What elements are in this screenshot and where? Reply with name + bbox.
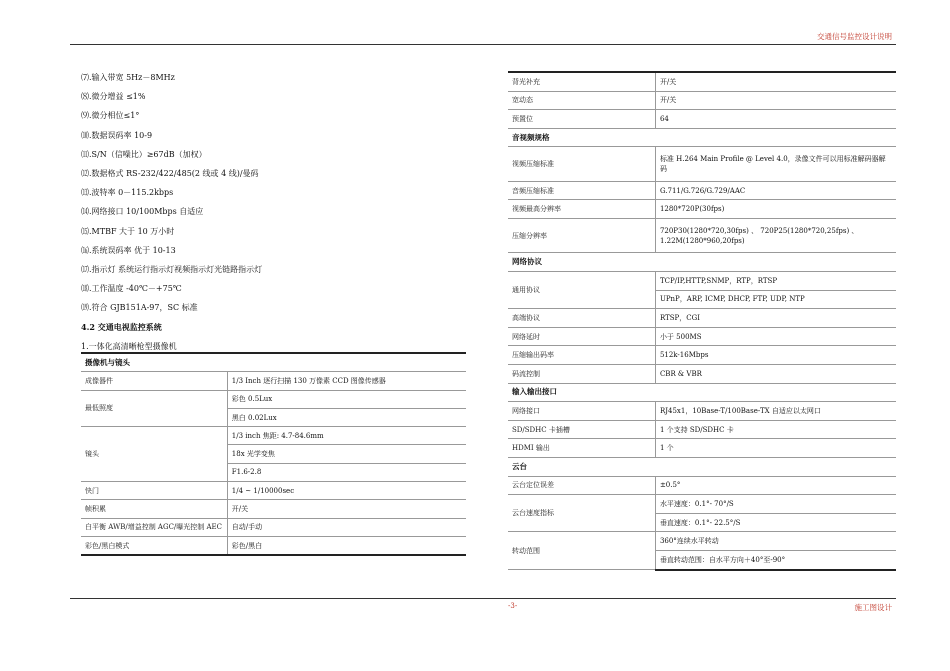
row-value: 1 个 bbox=[655, 439, 896, 458]
row-value: 开/关 bbox=[655, 91, 896, 110]
table-row bbox=[508, 309, 896, 328]
table-row bbox=[508, 420, 896, 439]
table-row bbox=[508, 219, 896, 253]
row-value: 水平速度：0.1°- 70°/S bbox=[655, 495, 896, 514]
row-label: 压缩输出码率 bbox=[508, 346, 655, 365]
row-label: 最低照度 bbox=[81, 390, 227, 427]
row-value: 彩色 0.5Lux bbox=[227, 390, 466, 408]
row-value: CBR & VBR bbox=[655, 365, 896, 384]
camera-lens-table bbox=[81, 352, 466, 556]
row-value: G.711/G.726/G.729/AAC bbox=[655, 181, 896, 200]
spec-line: ⒀.波特率 0－115.2kbps bbox=[81, 188, 174, 198]
table-row bbox=[508, 476, 896, 495]
row-label: 音频压缩标准 bbox=[508, 181, 655, 200]
page-header bbox=[70, 30, 896, 45]
row-value: 垂直转动范围：自水平方向＋40°至-90° bbox=[655, 550, 896, 569]
row-label: 预置位 bbox=[508, 110, 655, 129]
spec-line: ⒁.网络接口 10/100Mbps 自适应 bbox=[81, 207, 204, 217]
subsection-heading: 1.一体化高清晰枪型摄像机 bbox=[81, 341, 177, 351]
row-label: SD/SDHC 卡插槽 bbox=[508, 420, 655, 439]
row-value: 开/关 bbox=[655, 72, 896, 91]
table-row bbox=[81, 372, 466, 390]
header-title: 交通信号监控设计说明 bbox=[817, 32, 892, 41]
row-value: 小于 500MS bbox=[655, 327, 896, 346]
table-row bbox=[508, 532, 896, 551]
row-label: 宽动态 bbox=[508, 91, 655, 110]
row-value: 自动/手动 bbox=[227, 518, 466, 536]
row-value: 垂直速度：0.1°- 22.5°/S bbox=[655, 513, 896, 532]
row-label: 高端协议 bbox=[508, 309, 655, 328]
table-row bbox=[508, 495, 896, 514]
table-row bbox=[508, 91, 896, 110]
row-label: 转动范围 bbox=[508, 532, 655, 570]
row-value: 开/关 bbox=[227, 500, 466, 518]
row-value: 1 个支持 SD/SDHC 卡 bbox=[655, 420, 896, 439]
spec-line: ⑻.微分增益 ≤1% bbox=[81, 92, 146, 102]
spec-line: ⑺.输入带宽 5Hz－8MHz bbox=[81, 73, 175, 82]
spec-line: ⒅.工作温度 -40℃－+75℃ bbox=[81, 284, 182, 294]
section-heading: 4.2 交通电视监控系统 bbox=[81, 321, 162, 332]
row-label: 云台速度指标 bbox=[508, 495, 655, 532]
row-value: 黑白 0.02Lux bbox=[227, 408, 466, 426]
row-value: 1/4 ~ 1/10000sec bbox=[227, 482, 466, 500]
table-row bbox=[508, 439, 896, 458]
row-label: 视频最高分辨率 bbox=[508, 200, 655, 219]
table-row bbox=[81, 536, 466, 555]
table-row bbox=[508, 346, 896, 365]
row-label: 码流控制 bbox=[508, 365, 655, 384]
row-value: RTSP，CGI bbox=[655, 309, 896, 328]
row-label: 成像器件 bbox=[81, 372, 227, 390]
row-label: 视频压缩标准 bbox=[508, 147, 655, 181]
table-row bbox=[81, 500, 466, 518]
row-label: 网络接口 bbox=[508, 402, 655, 421]
table-row bbox=[508, 181, 896, 200]
table-group-header: 输入输出接口 bbox=[508, 383, 896, 402]
row-value: UPnP，ARP, ICMP, DHCP, FTP, UDP, NTP bbox=[655, 290, 896, 309]
spec-line: ⑿.数据格式 RS-232/422/485(2 线或 4 线)/曼码 bbox=[81, 169, 259, 179]
row-value: 720P30(1280*720,30fps) 、 720P25(1280*720,25fps) 、 1.22M(1280*960,20fps) bbox=[655, 219, 896, 253]
row-label: 彩色/黑白模式 bbox=[81, 536, 227, 555]
row-value: 18x 光学变焦 bbox=[227, 445, 466, 463]
footer-label: 施工图设计 bbox=[854, 603, 892, 612]
row-value: 彩色/黑白 bbox=[227, 536, 466, 555]
table-group-header: 网络协议 bbox=[508, 253, 896, 272]
table-group-header: 音视频规格 bbox=[508, 128, 896, 147]
row-label: 镜头 bbox=[81, 427, 227, 482]
spec-line: ⑼.微分相位≤1° bbox=[81, 111, 140, 121]
row-value: 1280*720P(30fps) bbox=[655, 200, 896, 219]
table-row bbox=[81, 482, 466, 500]
table-group-header: 云台 bbox=[508, 457, 896, 476]
row-value: 1/3 Inch 逐行扫描 130 万像素 CCD 图像传感器 bbox=[227, 372, 466, 390]
table-row bbox=[508, 72, 896, 91]
table-row bbox=[508, 402, 896, 421]
row-value: 1/3 inch 焦距: 4.7-84.6mm bbox=[227, 427, 466, 445]
spec-line: ⒃.系统误码率 优于 10-13 bbox=[81, 245, 176, 255]
row-value: 360°连续水平转动 bbox=[655, 532, 896, 551]
table-group-header: 摄像机与镜头 bbox=[81, 353, 466, 372]
row-value: 64 bbox=[655, 110, 896, 129]
table-row bbox=[81, 427, 466, 445]
row-label: HDMI 输出 bbox=[508, 439, 655, 458]
table-row bbox=[508, 200, 896, 219]
spec-line: ⑾.S/N（信噪比）≥67dB（加权） bbox=[81, 149, 207, 159]
left-text-column bbox=[81, 68, 466, 356]
spec-line: ⒂.MTBF 大于 10 万小时 bbox=[81, 226, 175, 236]
row-value: 标准 H.264 Main Profile @ Level 4.0，录像文件可以用标准解码器解码 bbox=[655, 147, 896, 181]
spec-line: ⒄.指示灯 系统运行指示灯视频指示灯光链路指示灯 bbox=[81, 265, 263, 275]
footer-rule bbox=[70, 598, 896, 599]
row-label: 网络延时 bbox=[508, 327, 655, 346]
row-label: 帧积累 bbox=[81, 500, 227, 518]
row-label: 通用协议 bbox=[508, 272, 655, 309]
table-row bbox=[508, 147, 896, 181]
row-label: 压缩分辨率 bbox=[508, 219, 655, 253]
row-value: RJ45x1，10Base-T/100Base-TX 自适应以太网口 bbox=[655, 402, 896, 421]
row-value: F1.6-2.8 bbox=[227, 463, 466, 481]
table-row bbox=[81, 518, 466, 536]
row-label: 云台定位误差 bbox=[508, 476, 655, 495]
table-row bbox=[508, 272, 896, 291]
page-number: -3- bbox=[508, 602, 518, 610]
row-label: 快门 bbox=[81, 482, 227, 500]
table-row bbox=[508, 327, 896, 346]
table-row bbox=[508, 365, 896, 384]
table-row bbox=[81, 390, 466, 408]
spec-line: ⑽.数据误码率 10-9 bbox=[81, 130, 153, 140]
spec-line: ⒆.符合 GJB151A-97，SC 标准 bbox=[81, 303, 198, 313]
row-label: 白平衡 AWB/增益控制 AGC/曝光控制 AEC bbox=[81, 518, 227, 536]
row-label: 背光补充 bbox=[508, 72, 655, 91]
row-value: TCP/IP,HTTP,SNMP，RTP，RTSP bbox=[655, 272, 896, 291]
row-value: ±0.5° bbox=[655, 476, 896, 495]
table-row bbox=[508, 110, 896, 129]
row-value: 512k-16Mbps bbox=[655, 346, 896, 365]
specs-table bbox=[508, 71, 896, 571]
